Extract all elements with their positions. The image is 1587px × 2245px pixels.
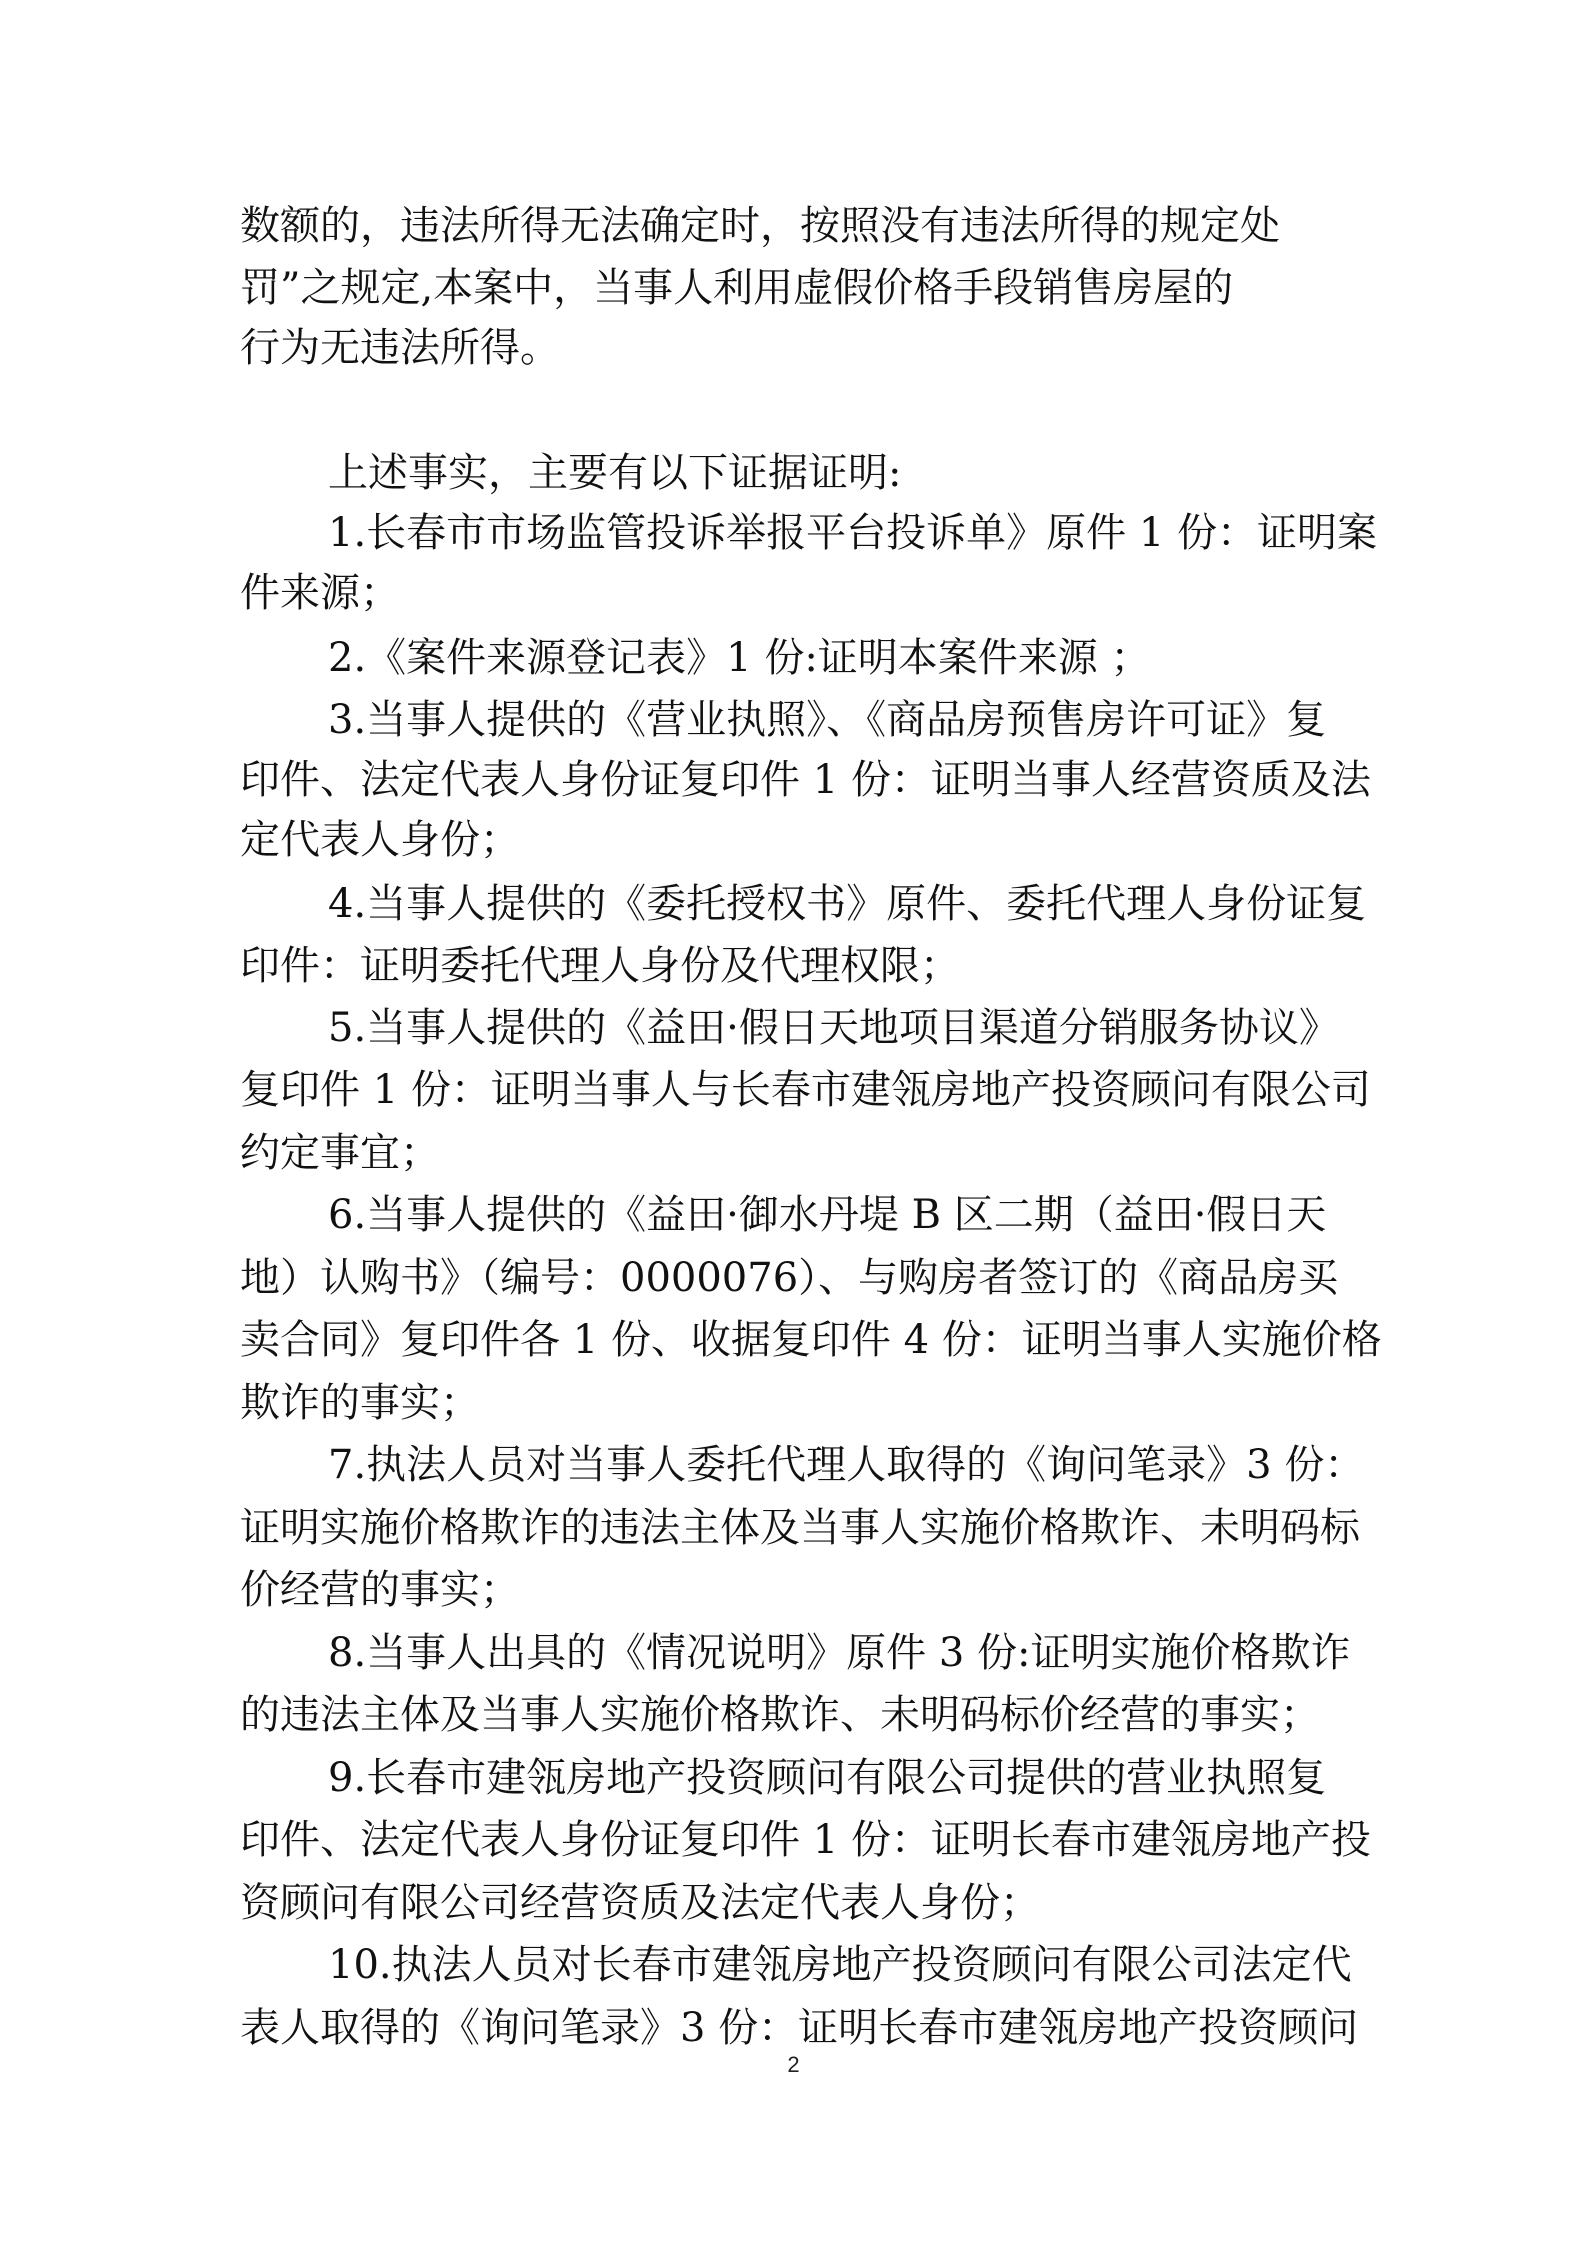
evidence-line: 2.《案件来源登记表》1 份:证明本案件来源 ； [328, 635, 1151, 681]
evidence-line: 定代表人身份； [240, 817, 520, 863]
evidence-line: 资顾问有限公司经营资质及法定代表人身份； [240, 1880, 1040, 1926]
evidence-line: 约定事宜； [240, 1130, 440, 1176]
evidence-line: 印件、法定代表人身份证复印件 1 份：证明长春市建瓴房地产投 [240, 1817, 1371, 1863]
evidence-line: 4.当事人提供的《委托授权书》原件、委托代理人身份证复 [328, 881, 1367, 927]
intro-line: 行为无违法所得。 [240, 325, 560, 371]
evidence-line: 表人取得的《询问笔录》3 份：证明长春市建瓴房地产投资顾问 [240, 2005, 1359, 2051]
evidence-line: 欺诈的事实； [240, 1380, 480, 1426]
evidence-line: 1.长春市市场监管投诉举报平台投诉单》原件 1 份：证明案 [328, 510, 1378, 556]
evidence-line: 的违法主体及当事人实施价格欺诈、未明码标价经营的事实； [240, 1692, 1320, 1738]
evidence-line: 8.当事人出具的《情况说明》原件 3 份:证明实施价格欺诈 [328, 1630, 1351, 1676]
page-number: 2 [787, 2052, 800, 2077]
evidence-line: 7.执法人员对当事人委托代理人取得的《询问笔录》3 份： [328, 1442, 1365, 1488]
evidence-line: 证明实施价格欺诈的违法主体及当事人实施价格欺诈、未明码标 [240, 1505, 1360, 1551]
evidence-line: 6.当事人提供的《益田·御水丹堤 B 区二期（益田·假日天 [328, 1192, 1327, 1238]
evidence-line: 印件、法定代表人身份证复印件 1 份：证明当事人经营资质及法 [240, 757, 1371, 803]
evidence-line: 卖合同》复印件各 1 份、收据复印件 4 份：证明当事人实施价格 [240, 1317, 1382, 1363]
evidence-line: 10.执法人员对长春市建瓴房地产投资顾问有限公司法定代 [328, 1942, 1352, 1988]
evidence-line: 地）认购书》（编号：0000076）、与购房者签订的《商品房买 [240, 1255, 1339, 1301]
evidence-line: 印件：证明委托代理人身份及代理权限； [240, 943, 960, 989]
evidence-line: 5.当事人提供的《益田·假日天地项目渠道分销服务协议》 [328, 1005, 1339, 1051]
evidence-line: 3.当事人提供的《营业执照》、《商品房预售房许可证》复 [328, 697, 1327, 743]
evidence-line: 价经营的事实； [240, 1567, 520, 1613]
evidence-line: 件来源； [240, 570, 400, 616]
intro-line: 罚”之规定,本案中，当事人利用虚假价格手段销售房屋的 [240, 265, 1234, 311]
evidence-line: 复印件 1 份：证明当事人与长春市建瓴房地产投资顾问有限公司 [240, 1067, 1371, 1113]
evidence-line: 9.长春市建瓴房地产投资顾问有限公司提供的营业执照复 [328, 1755, 1327, 1801]
intro-line: 数额的，违法所得无法确定时，按照没有违法所得的规定处 [240, 203, 1280, 249]
evidence-heading: 上述事实，主要有以下证据证明: [328, 450, 902, 496]
